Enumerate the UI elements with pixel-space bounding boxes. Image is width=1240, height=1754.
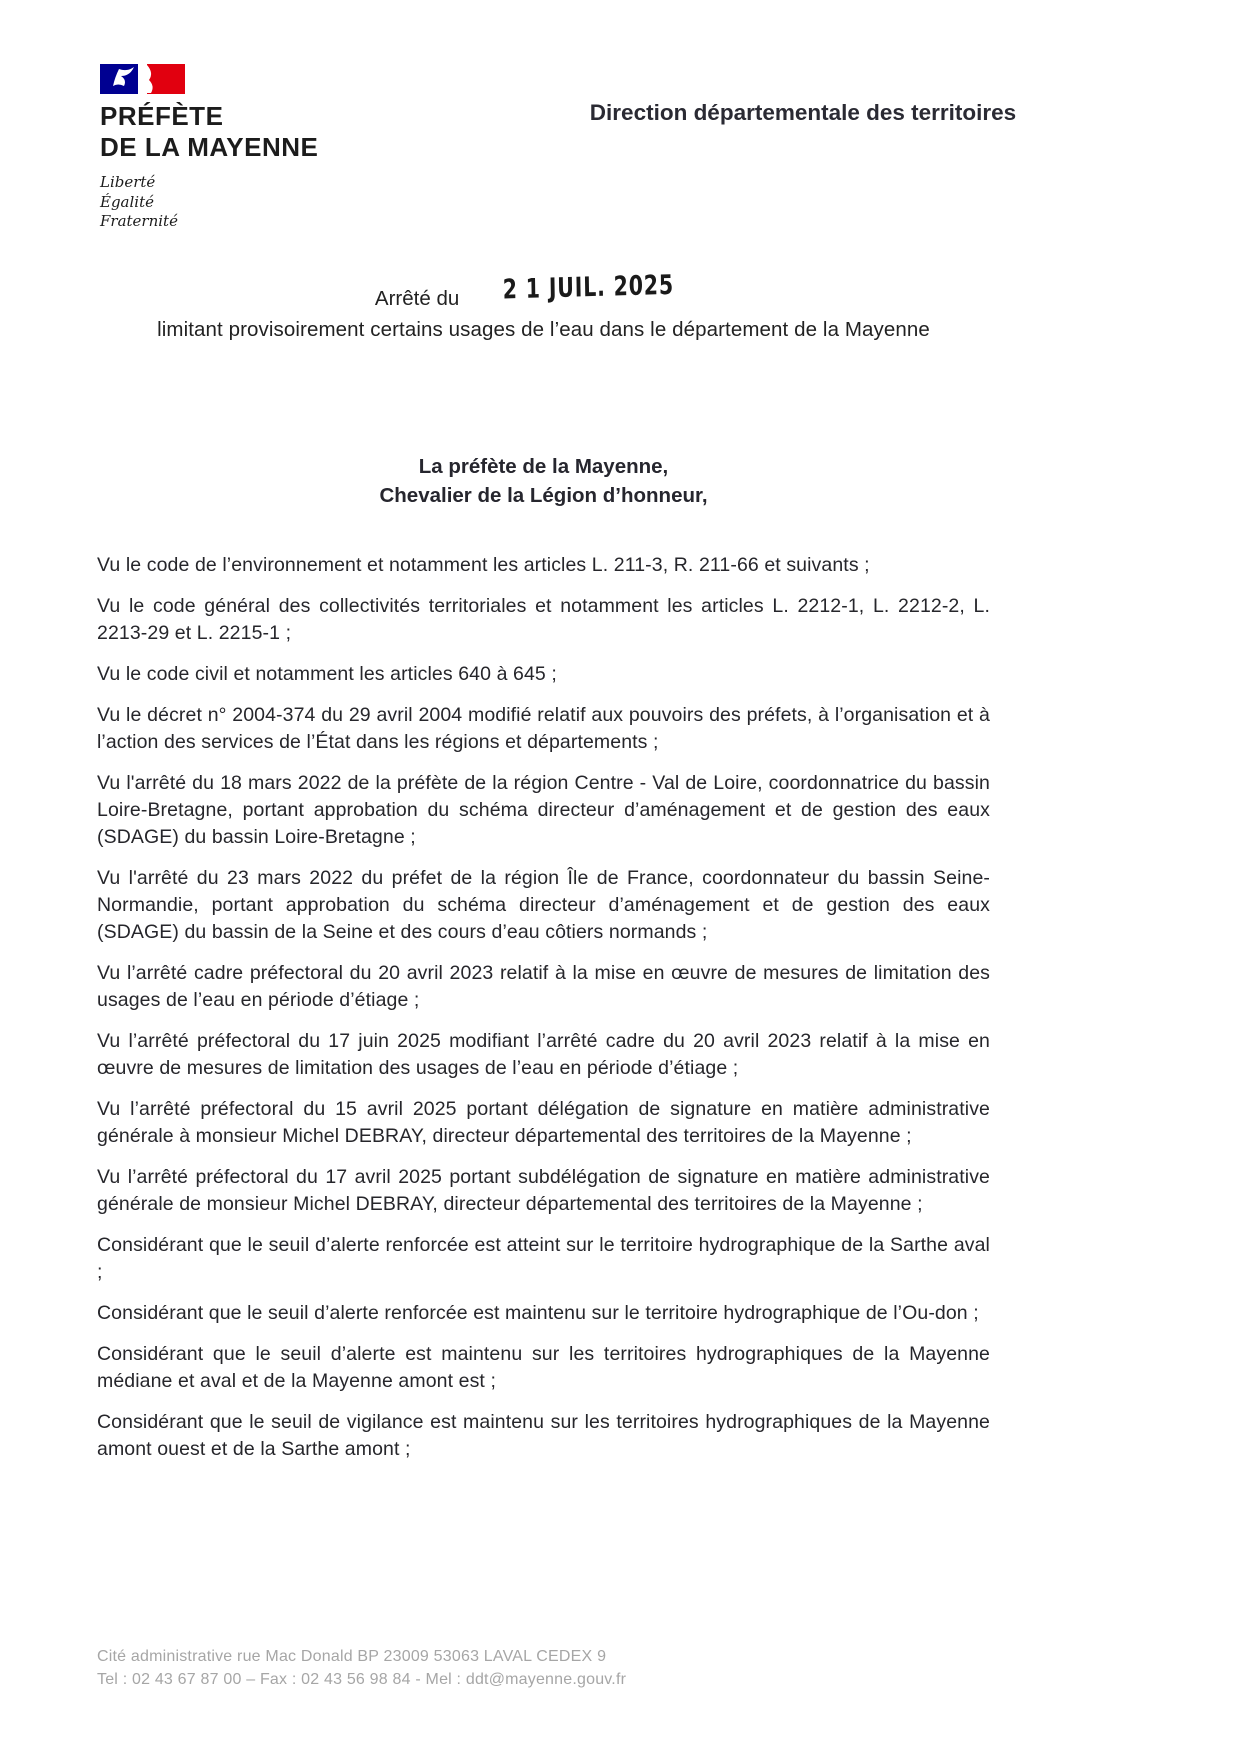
paragraph-vu-3: Vu le code civil et notamment les articles 640 à 645 ; (97, 663, 557, 685)
paragraph-vu-7: Vu l’arrêté cadre préfectoral du 20 avril 2023 relatif à la mise en œuvre de mesures de limitation des usages de l’eau en période d’étiage ; (97, 962, 990, 1011)
paragraph-vu-6: Vu l'arrêté du 23 mars 2022 du préfet de la région Île de France, coordonnateur du bassin Seine-Normandie, portant approbation du schéma directeur d’aménagement et de gestion des eaux (SDAGE) du bassin de la Seine et des cours d’eau côtiers normands ; (97, 867, 990, 943)
paragraph-vu-5: Vu l'arrêté du 18 mars 2022 de la préfète de la région Centre - Val de Loire, coordonnatrice du bassin Loire-Bretagne, portant approbation du schéma directeur d’aménagement et de gestion des eaux (SDAGE) du bassin Loire-Bretagne ; (97, 772, 990, 848)
paragraph-vu-8: Vu l’arrêté préfectoral du 17 juin 2025 modifiant l’arrêté cadre du 20 avril 2023 relatif à la mise en œuvre de mesures de limitation des usages de l’eau en période d’étiage ; (97, 1030, 990, 1079)
motto-fraternite: Fraternité (100, 212, 178, 231)
footer-contacts: Tel : 02 43 67 87 00 – Fax : 02 43 56 98 84 - Mel : ddt@mayenne.gouv.fr (97, 1671, 627, 1688)
paragraph-considerant-1: Considérant que le seuil d’alerte renforcée est atteint sur le territoire hydrographique de la Sarthe aval ; (97, 1234, 990, 1283)
header (100, 64, 1140, 232)
paragraph-considerant-4: Considérant que le seuil de vigilance est maintenu sur les territoires hydrographiques de la Mayenne amont ouest et de la Sarthe amont ; (97, 1411, 990, 1460)
date-stamp: 2 1 JUIL. 2025 (502, 268, 675, 305)
salutation-line2: Chevalier de la Légion d’honneur, (379, 484, 708, 507)
government-identity-block (100, 64, 420, 232)
arrete-du-label: Arrêté du (374, 287, 460, 310)
paragraph-vu-4: Vu le décret n° 2004-374 du 29 avril 2004 modifié relatif aux pouvoirs des préfets, à l’organisation et à l’action des services de l’État dans les régions et départements ; (97, 704, 990, 753)
paragraph-considerant-3: Considérant que le seuil d’alerte est maintenu sur les territoires hydrographiques de la Mayenne médiane et aval et de la Mayenne amont est ; (97, 1343, 990, 1392)
arrete-date-line (97, 268, 990, 313)
paragraph-considerant-2: Considérant que le seuil d’alerte renforcée est maintenu sur le territoire hydrographique de l’Ou-don ; (97, 1302, 979, 1324)
republic-motto (100, 173, 420, 232)
paragraph-vu-10: Vu l’arrêté préfectoral du 17 avril 2025 portant subdélégation de signature en matière administrative générale de monsieur Michel DEBRAY, directeur départemental des territoires de la Mayenne ; (97, 1166, 990, 1215)
title-block (97, 268, 990, 342)
paragraph-vu-2: Vu le code général des collectivités territoriales et notamment les articles L. 2212-1, L. 2212-2, L. 2213-29 et L. 2215-1 ; (97, 595, 990, 644)
footer (97, 1645, 990, 1691)
motto-liberte: Liberté (100, 173, 156, 192)
french-republic-logo-icon (100, 64, 186, 95)
motto-egalite: Égalité (100, 192, 154, 211)
footer-address: Cité administrative rue Mac Donald BP 23009 53063 LAVAL CEDEX 9 (97, 1648, 607, 1665)
prefecture-name-line1: PRÉFÈTE (100, 101, 224, 131)
paragraph-vu-9: Vu l’arrêté préfectoral du 15 avril 2025 portant délégation de signature en matière administrative générale à monsieur Michel DEBRAY, directeur départemental des territoires de la Mayenne ; (97, 1098, 990, 1147)
prefecture-name (100, 101, 420, 163)
direction-title: Direction départementale des territoires (589, 100, 1017, 125)
paragraph-vu-1: Vu le code de l’environnement et notamment les articles L. 211-3, R. 211-66 et suivants ; (97, 554, 870, 576)
arrete-subtitle: limitant provisoirement certains usages de l’eau dans le département de la Mayenne (157, 318, 930, 341)
body-text (97, 552, 990, 1477)
salutation-line1: La préfète de la Mayenne, (418, 455, 669, 478)
prefecture-name-line2: DE LA MAYENNE (100, 132, 319, 163)
salutation-block (97, 452, 990, 510)
